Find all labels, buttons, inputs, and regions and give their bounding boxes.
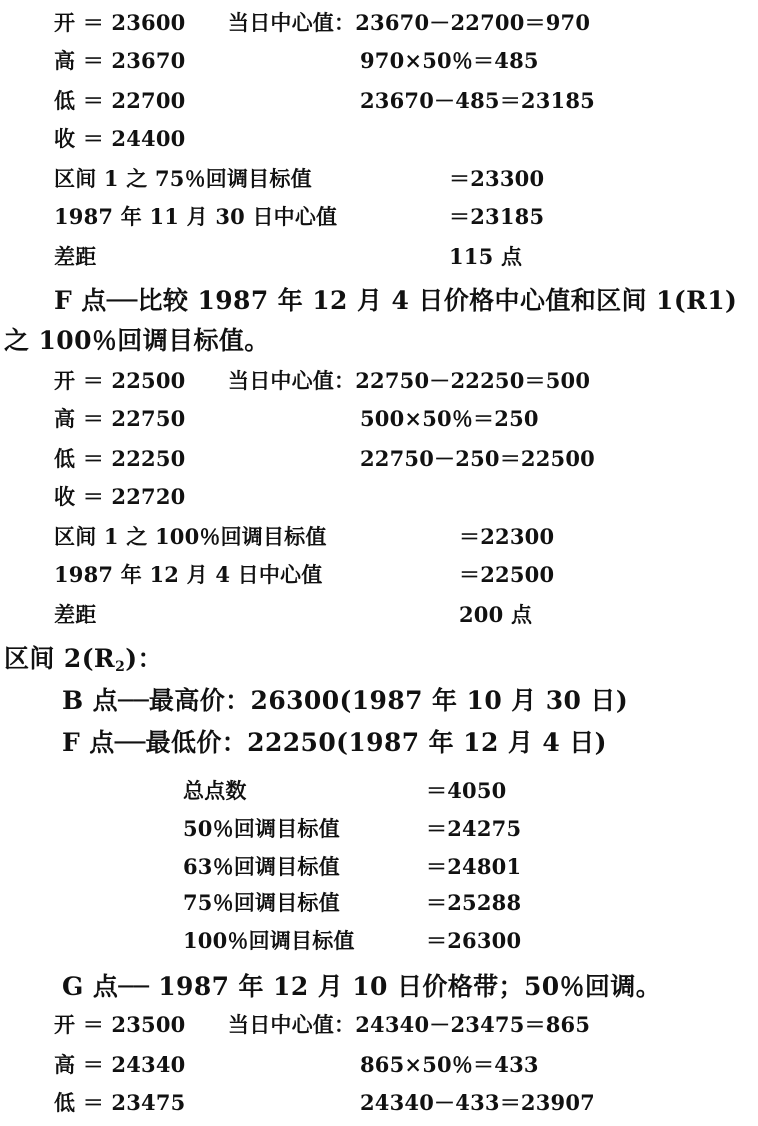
open-price-3: 开 ＝ 23500 (54, 1012, 186, 1037)
point-f-paragraph-line-1: F 点──比较 1987 年 12 月 4 日价格中心值和区间 1(R1) (54, 286, 738, 315)
target-value-2: ＝22300 (459, 524, 555, 549)
range-2-table-value: ＝25288 (426, 890, 522, 915)
range-2-table-label: 63％回调目标值 (183, 854, 340, 879)
low-price-1: 低 ＝ 22700 (54, 88, 186, 113)
range-2-heading-suffix: )： (125, 644, 163, 673)
center-result-2: 22750－250＝22500 (360, 446, 595, 471)
open-price-1: 开 ＝ 23600 (54, 10, 186, 35)
target-label-2: 区间 1 之 100％回调目标值 (54, 524, 327, 549)
center-label-2: 1987 年 12 月 4 日中心值 (54, 562, 323, 587)
low-price-2: 低 ＝ 22250 (54, 446, 186, 471)
range-2-table-value: ＝26300 (426, 928, 522, 953)
range-2-table-label: 50％回调目标值 (183, 816, 340, 841)
point-g-line: G 点── 1987 年 12 月 10 日价格带；50％回调。 (62, 972, 662, 1001)
target-value-1: ＝23300 (449, 166, 545, 191)
center-result-3: 24340－433＝23907 (360, 1090, 595, 1115)
range-2-table-value: ＝24275 (426, 816, 522, 841)
range-2-table-label: 总点数 (183, 778, 247, 803)
half-calc-1: 970×50％＝485 (360, 48, 539, 73)
range-2-heading (4, 646, 163, 674)
diff-label-1: 差距 (54, 244, 97, 269)
close-price-1: 收 ＝ 24400 (54, 126, 186, 151)
half-calc-3: 865×50％＝433 (360, 1052, 539, 1077)
center-value-1: ＝23185 (449, 204, 545, 229)
high-price-1: 高 ＝ 23670 (54, 48, 186, 73)
low-price-3: 低 ＝ 23475 (54, 1090, 186, 1115)
open-price-2: 开 ＝ 22500 (54, 368, 186, 393)
half-calc-2: 500×50％＝250 (360, 406, 539, 431)
range-2-table-value: ＝24801 (426, 854, 522, 879)
range-2-heading-subscript: 2 (115, 659, 126, 675)
center-calc-3: 当日中心值：24340－23475＝865 (228, 1012, 591, 1037)
center-calc-1: 当日中心值：23670－22700＝970 (228, 10, 591, 35)
center-label-1: 1987 年 11 月 30 日中心值 (54, 204, 338, 229)
diff-value-2: 200 点 (459, 602, 533, 627)
point-f-low-line: F 点──最低价：22250(1987 年 12 月 4 日) (62, 728, 607, 757)
center-result-1: 23670－485＝23185 (360, 88, 595, 113)
range-2-table-label: 100％回调目标值 (183, 928, 355, 953)
point-b-line: B 点──最高价：26300(1987 年 10 月 30 日) (62, 686, 629, 715)
center-value-2: ＝22500 (459, 562, 555, 587)
point-f-paragraph-line-2: 之 100％回调目标值。 (4, 326, 270, 355)
range-2-heading-prefix: 区间 2(R (4, 644, 116, 673)
diff-value-1: 115 点 (449, 244, 523, 269)
close-price-2: 收 ＝ 22720 (54, 484, 186, 509)
high-price-3: 高 ＝ 24340 (54, 1052, 186, 1077)
target-label-1: 区间 1 之 75％回调目标值 (54, 166, 312, 191)
diff-label-2: 差距 (54, 602, 97, 627)
range-2-table-value: ＝4050 (426, 778, 507, 803)
high-price-2: 高 ＝ 22750 (54, 406, 186, 431)
center-calc-2: 当日中心值：22750－22250＝500 (228, 368, 591, 393)
range-2-table-label: 75％回调目标值 (183, 890, 340, 915)
